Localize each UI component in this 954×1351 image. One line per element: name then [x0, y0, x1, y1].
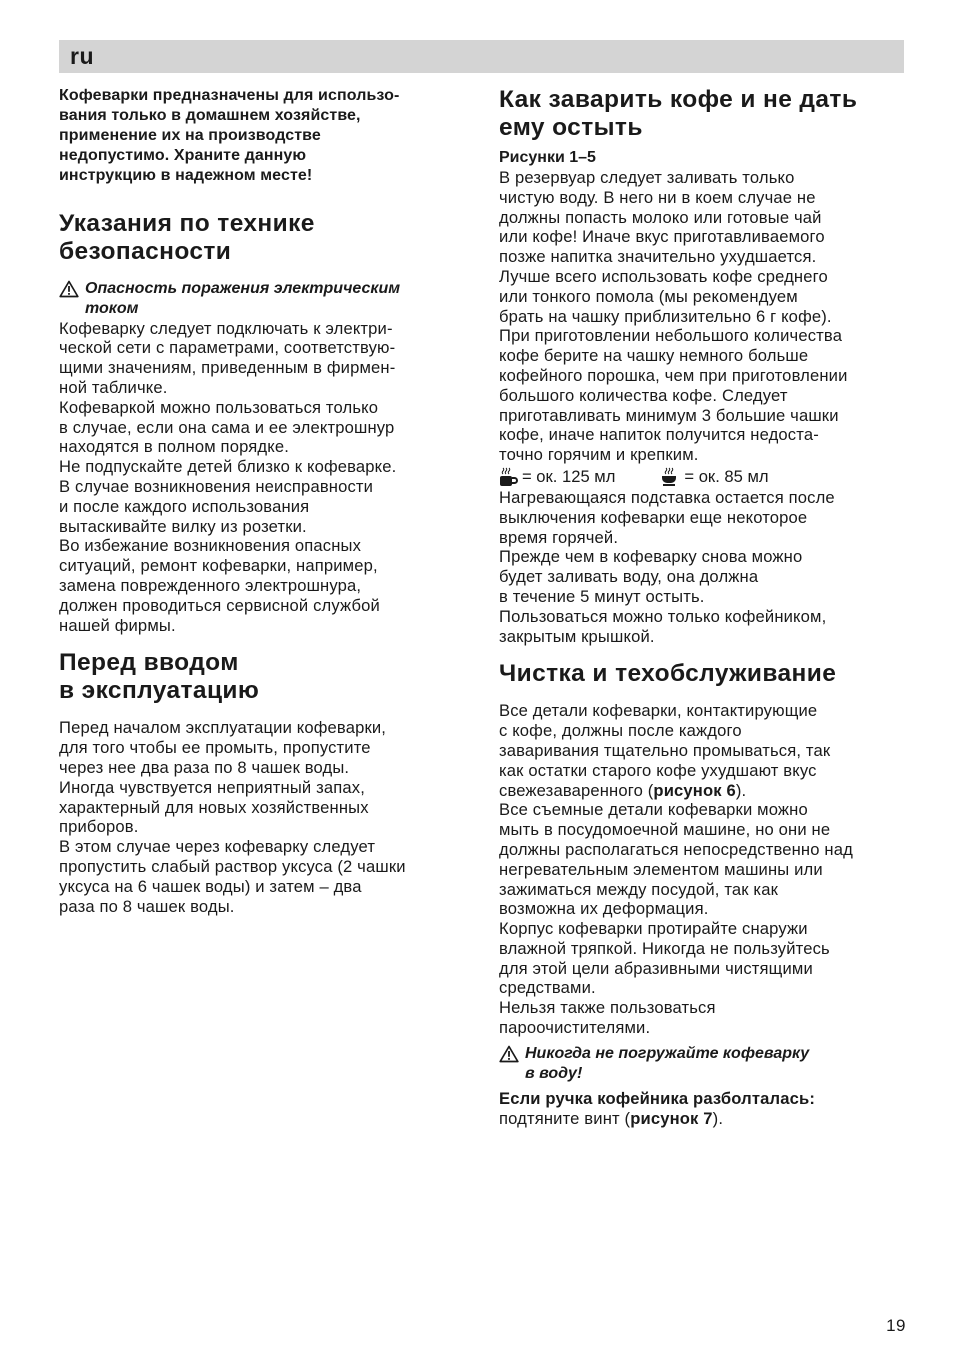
electric-shock-warning: Опасность поражения электрическим током — [59, 279, 469, 319]
right-column — [499, 86, 909, 1129]
safety-heading: Указания по технике безопасности — [59, 210, 315, 265]
intro-notice: Кофеварки предназначены для использо- вания только в домашнем хозяйстве, применение их на производстве недопустимо. Храните данную инструкцию в надежном месте! — [59, 87, 400, 184]
small-cup-size — [661, 466, 768, 488]
large-cup-size — [499, 466, 615, 488]
figures-reference: Рисунки 1–5 — [499, 149, 596, 166]
cleaning-text: Все детали кофеварки, контактирующие с кофе, должны после каждого заваривания тщательно промываться, так как остатки старого кофе ухудшают вкус свежезаваренного (рисунок 6). Все съемные детали кофеварки можно мыть в посудомоечной машине, но они не должны располагаться непосредственно над негревательным элементом машины или зажиматься между посудой, так как возможна их деформация. Корпус кофеварки протирайте снаружи влажной тряпкой. Никогда не пользуйтесь для этой цели абразивными чистящими средствами. Нельзя также пользоваться пароочистителями. — [499, 701, 853, 1038]
figure-7-reference: рисунок 7 — [630, 1109, 713, 1129]
large-cup-volume: = ок. 125 мл — [522, 466, 616, 486]
small-cup-icon — [661, 467, 680, 487]
warning-triangle-icon — [499, 1045, 519, 1063]
immersion-warning: Никогда не погружайте кофеварку в воду! — [499, 1044, 909, 1084]
safety-text: Кофеварку следует подключать к электри- ческой сети с параметрами, соответствую- щими значениям, приведенным в фирмен- ной табличке. Кофеваркой можно пользоваться только в случае, если она сама и ее электрошнур находятся в полном порядке. Не подпускайте детей близко к кофеварке. В случае возникновения неисправности и после каждого использования вытаскивайте вилку из розетки. Во избежание возникновения опасных ситуаций, ремонт кофеварки, например, замена поврежденного электрошнура, должен проводиться сервисной службой нашей фирмы. — [59, 318, 397, 635]
language-header-bar — [59, 40, 904, 73]
cleaning-heading: Чистка и техобслуживание — [499, 660, 837, 688]
heating-plate-text: Нагревающаяся подставка остается после выключения кофеварки еще некоторое время горячей. Прежде чем в кофеварку снова можно будет заливать воду, она должна в течение 5 минут остыть. Пользоваться можно только кофейником, закрытым крышкой. — [499, 487, 835, 646]
left-column — [59, 86, 469, 916]
brewing-text: В резервуар следует заливать только чистую воду. В него ни в коем случае не должны попасть молоко или готовые чай или кофе! Иначе вкус приготавливаемого позже напитка значительно ухудшается. Лучше всего использовать кофе среднего или тонкого помола (мы рекомендуем брать на чашку приблизительно 6 г кофе). При приготовлении небольшого количества кофе берите на чашку немного больше кофейного порошка, чем при приготовлении большого количества кофе. Следует приготавливать минимум 3 большие чашки кофе, иначе напиток получится недоста- точно горячим и крепким. — [499, 168, 848, 465]
small-cup-volume: = ок. 85 мл — [684, 466, 769, 486]
cup-size-legend — [499, 466, 909, 488]
large-cup-icon — [499, 467, 518, 487]
figure-6-reference: рисунок 6 — [653, 780, 736, 800]
warning-triangle-icon — [59, 280, 79, 298]
startup-text: Перед началом эксплуатации кофеварки, для того чтобы ее промыть, пропустите через нее два раза по 8 чашек воды. Иногда чувствуется неприятный запах, характерный для новых хозяйственных приборов. В этом случае через кофеварку следует пропустить слабый раствор уксуса (2 чашки уксуса на 6 чашек воды) и затем – два раза по 8 чашек воды. — [59, 718, 406, 916]
startup-heading: Перед вводом в эксплуатацию — [59, 649, 260, 705]
handle-loose-heading: Если ручка кофейника разболталась: — [499, 1089, 815, 1109]
language-code: ru — [70, 43, 94, 69]
brewing-heading: Как заварить кофе и не дать ему остыть — [499, 86, 858, 141]
handle-loose-tip: Если ручка кофейника разболталась: подтяните винт (рисунок 7). — [499, 1089, 815, 1129]
page-number: 19 — [886, 1316, 906, 1335]
